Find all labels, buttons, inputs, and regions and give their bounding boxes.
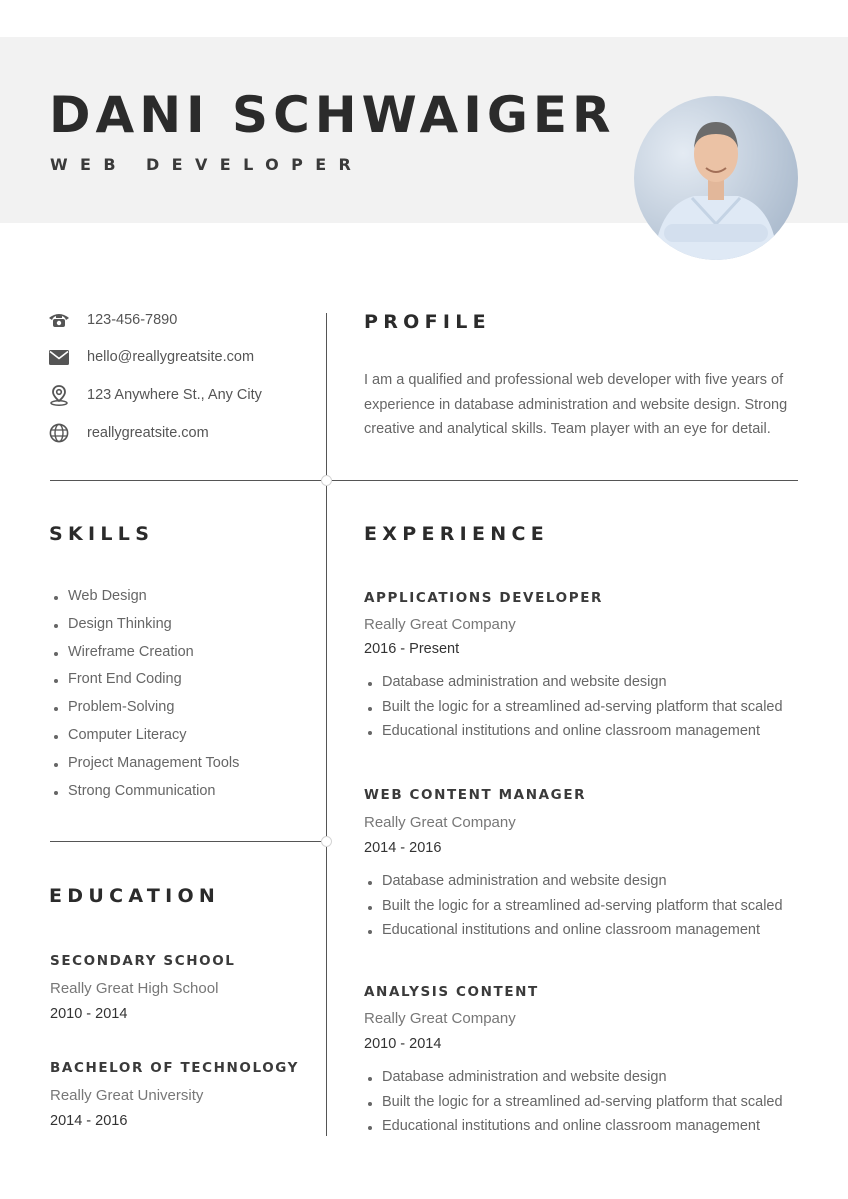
- profile-text: I am a qualified and professional web developer with five years of experience in database administration and website design. Strong creative and analytical skills. Team player with an eye for detail.: [364, 372, 788, 437]
- skill-item: Computer Literacy: [68, 727, 239, 755]
- job-bullets: [382, 674, 783, 748]
- divider-left: [50, 841, 326, 842]
- job-bullet: Database administration and website design: [382, 873, 783, 898]
- contact-phone: 123-456-7890: [48, 309, 70, 331]
- profile-heading: PROFILE: [364, 311, 491, 333]
- skills-heading: SKILLS: [49, 523, 155, 545]
- skill-item: Front End Coding: [68, 671, 239, 699]
- job-period: 2010 - 2014: [364, 1036, 442, 1052]
- job-title: APPLICATIONS DEVELOPER: [364, 590, 604, 606]
- contact-address: 123 Anywhere St., Any City: [48, 384, 70, 406]
- job-company: Really Great Company: [364, 616, 516, 633]
- job-bullet: Built the logic for a streamlined ad-serving platform that scaled: [382, 1094, 783, 1119]
- job-title: WEB CONTENT MANAGER: [364, 787, 587, 803]
- experience-heading: EXPERIENCE: [364, 523, 550, 545]
- divider-top: [50, 480, 798, 481]
- job-bullets: [382, 1069, 783, 1143]
- skill-item: Strong Communication: [68, 783, 239, 811]
- job-bullet: Built the logic for a streamlined ad-serving platform that scaled: [382, 699, 783, 724]
- job-bullets: [382, 873, 783, 947]
- job-title: ANALYSIS CONTENT: [364, 984, 539, 1000]
- job-company: Really Great Company: [364, 814, 516, 831]
- education-school: Really Great High School: [50, 980, 219, 997]
- profile-photo: [634, 96, 798, 260]
- education-heading: EDUCATION: [49, 885, 221, 907]
- education-degree: SECONDARY SCHOOL: [50, 953, 236, 969]
- job-bullet: Educational institutions and online classroom management: [382, 922, 783, 947]
- contact-website: reallygreatsite.com: [48, 422, 70, 444]
- skill-item: Web Design: [68, 588, 239, 616]
- skill-item: Wireframe Creation: [68, 644, 239, 672]
- divider-node: [321, 836, 332, 847]
- education-period: 2010 - 2014: [50, 1006, 128, 1022]
- job-period: 2016 - Present: [364, 641, 460, 657]
- mail-icon: [48, 346, 70, 368]
- skill-item: Design Thinking: [68, 616, 239, 644]
- globe-icon: [48, 422, 70, 444]
- job-company: Really Great Company: [364, 1010, 516, 1027]
- phone-icon: [48, 309, 70, 331]
- resume-role: WEB DEVELOPER: [50, 155, 364, 174]
- job-bullet: Educational institutions and online classroom management: [382, 723, 783, 748]
- job-bullet: Database administration and website design: [382, 1069, 783, 1094]
- skill-item: Project Management Tools: [68, 755, 239, 783]
- vertical-divider: [326, 313, 327, 1136]
- contact-email: hello@reallygreatsite.com: [48, 346, 70, 368]
- location-pin-icon: [48, 384, 70, 406]
- job-bullet: Educational institutions and online classroom management: [382, 1118, 783, 1143]
- education-degree: BACHELOR OF TECHNOLOGY: [50, 1060, 300, 1076]
- job-period: 2014 - 2016: [364, 840, 442, 856]
- skill-item: Problem-Solving: [68, 699, 239, 727]
- job-bullet: Database administration and website design: [382, 674, 783, 699]
- divider-node: [321, 475, 332, 486]
- job-bullet: Built the logic for a streamlined ad-serving platform that scaled: [382, 898, 783, 923]
- education-period: 2014 - 2016: [50, 1113, 128, 1129]
- education-school: Really Great University: [50, 1087, 204, 1104]
- resume-name: DANI SCHWAIGER: [49, 86, 616, 144]
- skills-list: [68, 588, 239, 810]
